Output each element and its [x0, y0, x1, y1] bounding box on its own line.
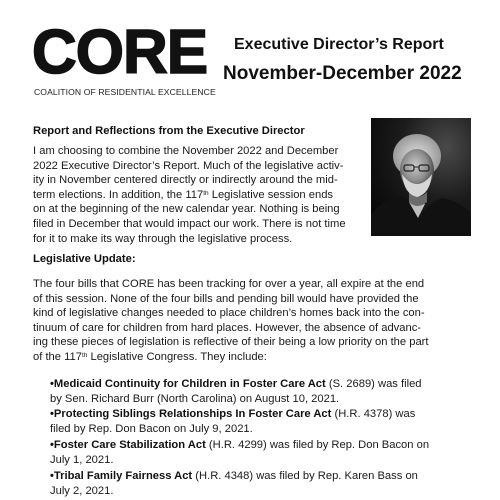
bullet-icon: •	[50, 378, 54, 390]
bullet-icon: •	[50, 439, 54, 451]
intro-heading: Report and Reflections from the Executive Director	[33, 125, 305, 137]
intro-line: ity in November centered directly or indirectly around the mid-	[33, 174, 338, 187]
bill-item: •Protecting Siblings Relationships In Foster Care Act (H.R. 4378) was filed by Rep. Don Bacon on July 9, 2021.	[50, 408, 416, 435]
bill-item: •Foster Care Stabilization Act (H.R. 4299) was filed by Rep. Don Bacon on July 1, 2021.	[50, 439, 430, 466]
intro-line: filed in December that would impact our work. There is not time	[33, 217, 346, 230]
logo-subtitle: COALITION OF RESIDENTIAL EXCELLENCE	[34, 87, 216, 97]
bill-name: Foster Care Stabilization Act	[53, 439, 206, 451]
intro-line: 2022 Executive Director’s Report. Much of the legislative activ-	[33, 159, 344, 172]
bill-name: Tribal Family Fairness Act	[53, 470, 193, 482]
legislative-line: The four bills that CORE has been tracking for over a year, all expire at the end	[33, 278, 425, 290]
report-period: November-December 2022	[223, 63, 462, 84]
legislative-line: tinuum of care for children from hard places. However, the absence of advanc-	[33, 321, 422, 334]
intro-line: on at the beginning of the new calendar year. Nothing is being	[33, 203, 340, 216]
bill-item: •Medicaid Continuity for Children in Foster Care Act (S. 2689) was filed by Sen. Richard Burr (North Carolina) on August 10, 2021.	[50, 378, 422, 405]
bullet-icon: •	[50, 408, 54, 420]
bill-name: Protecting Siblings Relationships In Foster Care Act	[53, 408, 332, 420]
bill-item: •Tribal Family Fairness Act (H.R. 4348) was filed by Rep. Karen Bass on July 2, 2021.	[50, 470, 418, 497]
intro-line: for it to make its way through the legislative process.	[33, 232, 293, 245]
legislative-heading: Legislative Update:	[33, 253, 136, 265]
bill-name: Medicaid Continuity for Children in Foster Care Act	[53, 378, 326, 390]
report-title: Executive Director’s Report	[234, 36, 444, 53]
legislative-line: of the 117th Legislative Congress. They include:	[33, 350, 267, 363]
executive-director-portrait	[371, 118, 471, 236]
legislative-line: kind of legislative changes needed to place children’s homes back into the con-	[33, 307, 425, 320]
portrait-photo-icon	[371, 118, 471, 236]
intro-paragraph	[33, 144, 363, 246]
intro-line: term elections. In addition, the 117th Legislative session ends	[33, 188, 334, 201]
core-logo: CORE	[32, 18, 208, 87]
legislative-line: ing these pieces of legislation is reflective of their being a low priority on the part	[33, 336, 429, 349]
bullet-icon: •	[50, 470, 54, 482]
legislative-paragraph	[33, 277, 473, 365]
intro-line: I am choosing to combine the November 2022 and December	[33, 145, 339, 157]
legislative-line: of this session. None of the four bills and pending bill would have provided the	[33, 292, 419, 305]
